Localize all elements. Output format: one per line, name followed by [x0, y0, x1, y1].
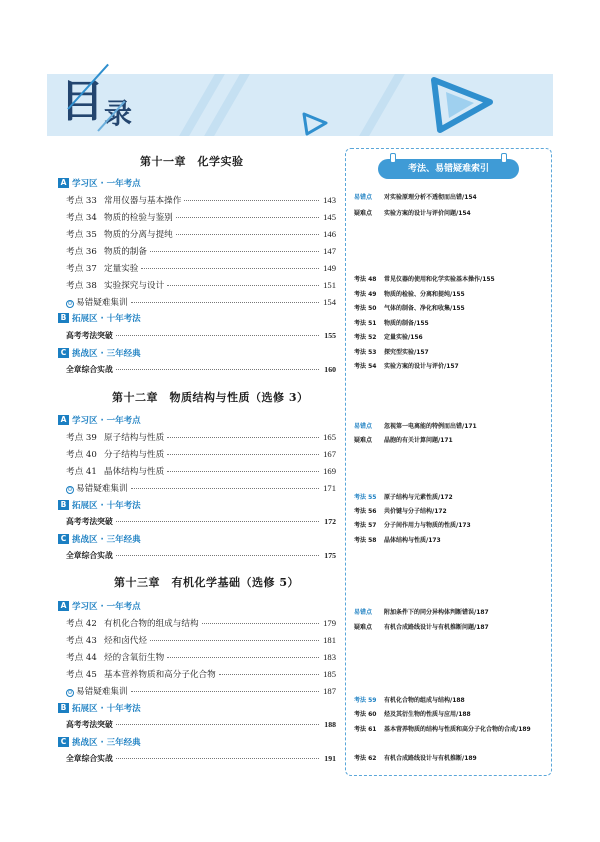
topic-text: 晶体结构与性质	[104, 467, 165, 477]
topic-text: 易错疑难集训	[76, 687, 128, 697]
toc-entry-yicuo[interactable]	[66, 685, 336, 697]
topic-text: 高考考法突破	[66, 517, 113, 526]
page-title-second: 录	[104, 97, 133, 130]
index-key: 考法 61	[354, 726, 377, 733]
zone-label: 挑战区 · 三年经典	[72, 535, 141, 545]
index-entry[interactable]	[354, 334, 549, 342]
page-number: 181	[323, 635, 336, 645]
index-text: 气体的制备、净化和收集/155	[384, 305, 465, 312]
index-entry[interactable]	[354, 522, 549, 530]
index-entry[interactable]	[354, 320, 549, 328]
zone-badge: A	[58, 415, 69, 425]
page-number: 188	[324, 720, 336, 729]
index-entry[interactable]	[354, 210, 549, 218]
index-text: 有机合成路线设计与有机推断问题/187	[384, 624, 489, 631]
zone-label: 挑战区 · 三年经典	[72, 738, 141, 748]
index-entry[interactable]	[354, 508, 549, 516]
index-entry[interactable]	[354, 755, 549, 763]
toc-entry[interactable]	[66, 617, 336, 629]
zone-label: 学习区 · 一年考点	[72, 602, 141, 612]
index-key: 考法 60	[354, 711, 377, 718]
zone-badge: A	[58, 178, 69, 188]
toc-entry[interactable]	[66, 431, 336, 443]
topic-text: 全章综合实战	[66, 754, 113, 763]
zone-c-heading	[58, 533, 141, 545]
page-number: 165	[323, 432, 336, 442]
chapter-title: 第十二章 物质结构与性质（选修 3）	[112, 391, 309, 404]
index-text: 烃及其衍生物的性质与应用/188	[384, 711, 471, 718]
index-text: 共价键与分子结构/172	[384, 508, 447, 515]
index-text: 探究型实验/157	[384, 349, 429, 356]
topic-key: 考点 38	[66, 281, 97, 291]
topic-key: 考点 35	[66, 230, 97, 240]
zone-badge: C	[58, 737, 69, 747]
index-key: 考法 49	[354, 291, 377, 298]
topic-text: 全章综合实战	[66, 365, 113, 374]
index-key: 考法 51	[354, 320, 377, 327]
index-key: 考法 48	[354, 276, 377, 283]
index-key: 考法 59	[354, 697, 377, 704]
index-text: 晶胞的有关计算问题/171	[384, 437, 453, 444]
index-key: 考法 53	[354, 349, 377, 356]
index-entry[interactable]	[354, 363, 549, 371]
toc-entry[interactable]	[66, 279, 336, 291]
index-entry[interactable]	[354, 494, 549, 502]
zone-label: 学习区 · 一年考点	[72, 179, 141, 189]
index-key: 易错点	[354, 423, 373, 430]
zone-label: 学习区 · 一年考点	[72, 416, 141, 426]
zone-b-heading	[58, 499, 141, 511]
toc-entry[interactable]	[66, 330, 336, 341]
toc-entry[interactable]	[66, 753, 336, 764]
page-number: 155	[324, 331, 336, 340]
index-text: 实验方案的设计与评价/157	[384, 363, 459, 370]
index-key: 考法 58	[354, 537, 377, 544]
index-entry[interactable]	[354, 726, 549, 734]
index-entry[interactable]	[354, 537, 549, 545]
zone-b-heading	[58, 702, 141, 714]
topic-text: 定量实验	[104, 264, 139, 274]
toc-entry[interactable]	[66, 550, 336, 561]
page-number: 172	[324, 517, 336, 526]
topic-text: 高考考法突破	[66, 720, 113, 729]
zone-label: 拓展区 · 十年考法	[72, 704, 141, 714]
toc-entry[interactable]	[66, 364, 336, 375]
index-text: 附加条件下的同分异构体判断错误/187	[384, 609, 489, 616]
zone-a-heading	[58, 600, 141, 612]
toc-entry[interactable]	[66, 262, 336, 274]
page-number: 160	[324, 365, 336, 374]
toc-entry[interactable]	[66, 634, 336, 646]
topic-text: 物质的分离与提纯	[104, 230, 173, 240]
toc-entry[interactable]	[66, 465, 336, 477]
page-number: 154	[323, 297, 336, 307]
page-number: 151	[323, 280, 336, 290]
index-entry[interactable]	[354, 711, 549, 719]
topic-key: 考点 43	[66, 636, 97, 646]
topic-text: 基本营养物质和高分子化合物	[104, 670, 216, 680]
toc-entry[interactable]	[66, 516, 336, 527]
toc-entry[interactable]	[66, 211, 336, 223]
index-text: 定量实验/156	[384, 334, 423, 341]
circle-marker-icon: ⊙	[67, 486, 73, 493]
zone-badge: A	[58, 601, 69, 611]
toc-entry[interactable]	[66, 245, 336, 257]
topic-key: 考点 34	[66, 213, 97, 223]
index-key: 考法 56	[354, 508, 377, 515]
page-number: 169	[323, 466, 336, 476]
index-text: 忽视第一电离能的特例而出错/171	[384, 423, 477, 430]
page-number: 187	[323, 686, 336, 696]
index-title: 考法、易错疑难索引	[378, 159, 519, 179]
topic-key: 考点 45	[66, 670, 97, 680]
index-text: 对实验原理分析不透彻而出错/154	[384, 194, 477, 201]
topic-text: 烃和卤代烃	[104, 636, 147, 646]
zone-badge: B	[58, 703, 69, 713]
index-text: 实验方案的设计与评价问题/154	[384, 210, 471, 217]
page-number: 183	[323, 652, 336, 662]
index-entry[interactable]	[354, 437, 549, 445]
index-text: 晶体结构与性质/173	[384, 537, 441, 544]
index-entry[interactable]	[354, 609, 549, 617]
index-entry[interactable]	[354, 423, 549, 431]
zone-label: 挑战区 · 三年经典	[72, 349, 141, 359]
index-text: 原子结构与元素性质/172	[384, 494, 453, 501]
topic-text: 物质的检验与鉴别	[104, 213, 173, 223]
index-key: 疑难点	[354, 624, 373, 631]
topic-text: 常用仪器与基本操作	[104, 196, 182, 206]
zone-badge: B	[58, 313, 69, 323]
index-entry[interactable]	[354, 349, 549, 357]
index-key: 考法 54	[354, 363, 377, 370]
topic-text: 易错疑难集训	[76, 298, 128, 308]
zone-label: 拓展区 · 十年考法	[72, 314, 141, 324]
topic-key: 考点 40	[66, 450, 97, 460]
topic-text: 分子结构与性质	[104, 450, 165, 460]
index-key: 考法 57	[354, 522, 377, 529]
page-number: 191	[324, 754, 336, 763]
topic-key: 考点 42	[66, 619, 97, 629]
index-key: 疑难点	[354, 437, 373, 444]
zone-badge: C	[58, 534, 69, 544]
index-key: 考法 62	[354, 755, 377, 762]
topic-text: 烃的含氧衍生物	[104, 653, 165, 663]
index-text: 常见仪器的使用和化学实验基本操作/155	[384, 276, 495, 283]
index-entry[interactable]	[354, 276, 549, 284]
index-entry[interactable]	[354, 194, 549, 202]
page-title: 目	[60, 76, 106, 127]
zone-b-heading	[58, 312, 141, 324]
topic-key: 考点 37	[66, 264, 97, 274]
chapter-title: 第十一章 化学实验	[140, 155, 244, 168]
zone-badge: B	[58, 500, 69, 510]
topic-text: 物质的制备	[104, 247, 147, 257]
index-text: 有机合成路线设计与有机推断/189	[384, 755, 477, 762]
triangle-logo-icon	[430, 76, 494, 134]
index-entry[interactable]	[354, 291, 549, 299]
index-entry[interactable]	[354, 697, 549, 705]
index-key: 疑难点	[354, 210, 373, 217]
toc-entry[interactable]	[66, 448, 336, 460]
index-key: 易错点	[354, 194, 373, 201]
topic-key: 考点 44	[66, 653, 97, 663]
page-number: 167	[323, 449, 336, 459]
page-number: 146	[323, 229, 336, 239]
chapter-title: 第十三章 有机化学基础（选修 5）	[114, 576, 299, 589]
index-key: 考法 52	[354, 334, 377, 341]
index-panel	[345, 148, 552, 776]
zone-badge: C	[58, 348, 69, 358]
toc-entry[interactable]	[66, 668, 336, 680]
page-number: 143	[323, 195, 336, 205]
zone-a-heading	[58, 414, 141, 426]
topic-key: 考点 33	[66, 196, 97, 206]
zone-c-heading	[58, 347, 141, 359]
page-number: 145	[323, 212, 336, 222]
topic-text: 易错疑难集训	[76, 484, 128, 494]
index-text: 物质的制备/155	[384, 320, 429, 327]
toc-entry[interactable]	[66, 651, 336, 663]
page-number: 185	[323, 669, 336, 679]
index-key: 考法 55	[354, 494, 377, 501]
page-number: 171	[323, 483, 336, 493]
page-number: 149	[323, 263, 336, 273]
triangle-logo-icon	[302, 112, 328, 136]
circle-marker-icon: ⊙	[67, 689, 73, 696]
toc-entry[interactable]	[66, 719, 336, 730]
index-key: 考法 50	[354, 305, 377, 312]
page-number: 147	[323, 246, 336, 256]
zone-c-heading	[58, 736, 141, 748]
index-entry[interactable]	[354, 624, 549, 632]
index-key: 易错点	[354, 609, 373, 616]
index-text: 分子间作用力与物质的性质/173	[384, 522, 471, 529]
page-number: 179	[323, 618, 336, 628]
page-number: 175	[324, 551, 336, 560]
toc-entry[interactable]	[66, 194, 336, 206]
toc-entry-yicuo[interactable]	[66, 482, 336, 494]
topic-key: 考点 41	[66, 467, 97, 477]
topic-text: 有机化合物的组成与结构	[104, 619, 199, 629]
index-text: 基本营养物质的结构与性质和高分子化合物的合成/189	[384, 726, 531, 733]
circle-marker-icon: ⊙	[67, 300, 73, 307]
index-text: 有机化合物的组成与结构/188	[384, 697, 465, 704]
topic-key: 考点 36	[66, 247, 97, 257]
toc-entry-yicuo[interactable]	[66, 296, 336, 308]
topic-key: 考点 39	[66, 433, 97, 443]
banner-stripe	[359, 74, 405, 136]
topic-text: 全章综合实战	[66, 551, 113, 560]
zone-label: 拓展区 · 十年考法	[72, 501, 141, 511]
toc-entry[interactable]	[66, 228, 336, 240]
topic-text: 高考考法突破	[66, 331, 113, 340]
zone-a-heading	[58, 177, 141, 189]
topic-text: 原子结构与性质	[104, 433, 165, 443]
topic-text: 实验探究与设计	[104, 281, 165, 291]
index-entry[interactable]	[354, 305, 549, 313]
index-text: 物质的检验、分离和提纯/155	[384, 291, 465, 298]
